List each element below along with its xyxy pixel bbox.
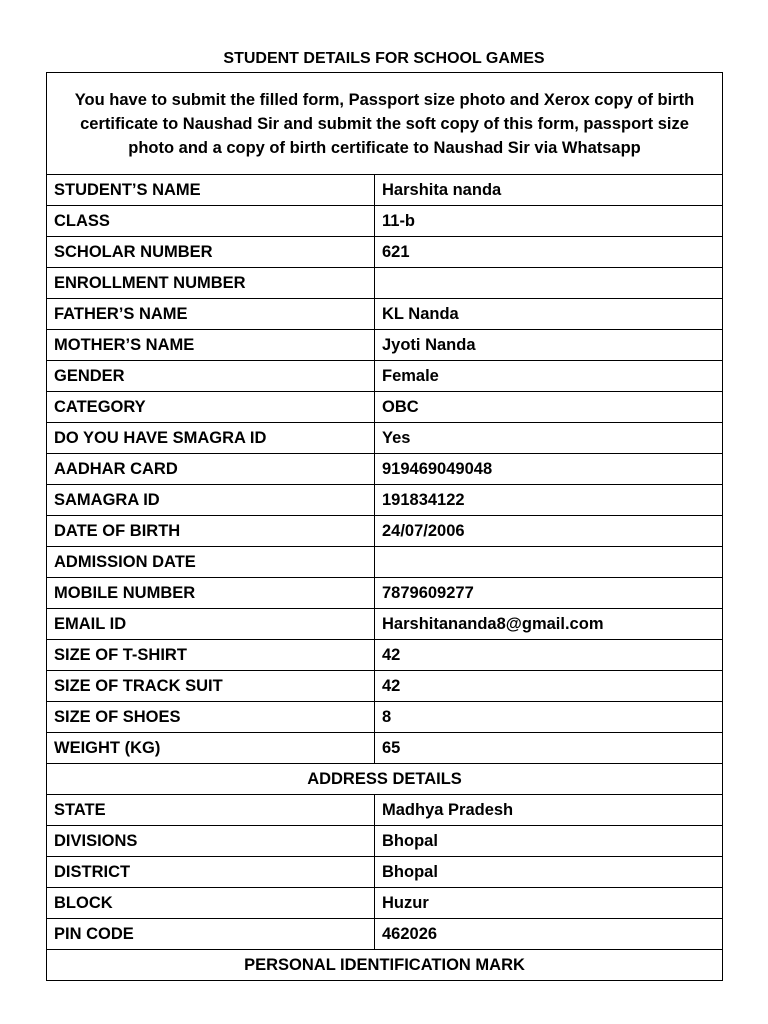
field-label: SIZE OF TRACK SUIT [47, 671, 375, 702]
field-label: DO YOU HAVE SMAGRA ID [47, 423, 375, 454]
field-row-shoe-size [47, 702, 723, 733]
field-label: DATE OF BIRTH [47, 516, 375, 547]
field-label: SIZE OF T-SHIRT [47, 640, 375, 671]
field-row-has-samagra-id [47, 423, 723, 454]
field-row-date-of-birth [47, 516, 723, 547]
field-label: MOBILE NUMBER [47, 578, 375, 609]
field-label: CLASS [47, 206, 375, 237]
field-row-block [47, 888, 723, 919]
field-value-samagra-id: 191834122 [375, 485, 723, 516]
field-row-mobile-number [47, 578, 723, 609]
field-row-aadhar-card [47, 454, 723, 485]
field-value-admission-date [375, 547, 723, 578]
field-value-block: Huzur [375, 888, 723, 919]
field-value-state: Madhya Pradesh [375, 795, 723, 826]
field-row-pin-code [47, 919, 723, 950]
field-value-pin-code: 462026 [375, 919, 723, 950]
field-value-fathers-name: KL Nanda [375, 299, 723, 330]
field-row-track-suit-size [47, 671, 723, 702]
address-section-heading: ADDRESS DETAILS [47, 764, 723, 795]
instructions-row [47, 73, 723, 175]
identification-heading-row [47, 950, 723, 981]
field-label: ADMISSION DATE [47, 547, 375, 578]
field-row-weight [47, 733, 723, 764]
field-label: BLOCK [47, 888, 375, 919]
field-value-weight: 65 [375, 733, 723, 764]
field-label: SAMAGRA ID [47, 485, 375, 516]
field-row-state [47, 795, 723, 826]
field-value-student-name: Harshita nanda [375, 175, 723, 206]
field-value-mobile-number: 7879609277 [375, 578, 723, 609]
field-row-student-name [47, 175, 723, 206]
field-label: FATHER’S NAME [47, 299, 375, 330]
address-heading-row [47, 764, 723, 795]
field-row-gender [47, 361, 723, 392]
field-row-mothers-name [47, 330, 723, 361]
field-value-has-samagra-id: Yes [375, 423, 723, 454]
field-value-date-of-birth: 24/07/2006 [375, 516, 723, 547]
field-label: EMAIL ID [47, 609, 375, 640]
field-value-district: Bhopal [375, 857, 723, 888]
instructions-text: You have to submit the filled form, Passport size photo and Xerox copy of birth certificate to Naushad Sir and submit the soft copy of this form, passport size photo and a copy of birth certificate to Naushad Sir via Whatsapp [47, 73, 723, 175]
field-row-email-id [47, 609, 723, 640]
field-label: STATE [47, 795, 375, 826]
field-value-aadhar-card: 919469049048 [375, 454, 723, 485]
field-label: WEIGHT (KG) [47, 733, 375, 764]
field-value-scholar-number: 621 [375, 237, 723, 268]
field-value-enrollment-number [375, 268, 723, 299]
field-label: DIVISIONS [47, 826, 375, 857]
field-row-admission-date [47, 547, 723, 578]
field-row-tshirt-size [47, 640, 723, 671]
field-label: SCHOLAR NUMBER [47, 237, 375, 268]
field-value-mothers-name: Jyoti Nanda [375, 330, 723, 361]
field-value-gender: Female [375, 361, 723, 392]
field-value-email-id: Harshitananda8@gmail.com [375, 609, 723, 640]
form-title: STUDENT DETAILS FOR SCHOOL GAMES [223, 50, 545, 67]
field-label: SIZE OF SHOES [47, 702, 375, 733]
field-value-shoe-size: 8 [375, 702, 723, 733]
field-label: PIN CODE [47, 919, 375, 950]
student-details-table [46, 72, 723, 981]
field-row-scholar-number [47, 237, 723, 268]
field-value-divisions: Bhopal [375, 826, 723, 857]
field-row-class [47, 206, 723, 237]
field-label: DISTRICT [47, 857, 375, 888]
field-label: MOTHER’S NAME [47, 330, 375, 361]
field-row-divisions [47, 826, 723, 857]
field-row-category [47, 392, 723, 423]
field-label: STUDENT’S NAME [47, 175, 375, 206]
identification-section-heading: PERSONAL IDENTIFICATION MARK [47, 950, 723, 981]
field-row-samagra-id [47, 485, 723, 516]
field-value-tshirt-size: 42 [375, 640, 723, 671]
field-value-track-suit-size: 42 [375, 671, 723, 702]
field-label: GENDER [47, 361, 375, 392]
field-row-fathers-name [47, 299, 723, 330]
field-value-category: OBC [375, 392, 723, 423]
field-row-enrollment-number [47, 268, 723, 299]
field-label: ENROLLMENT NUMBER [47, 268, 375, 299]
field-label: AADHAR CARD [47, 454, 375, 485]
field-label: CATEGORY [47, 392, 375, 423]
field-row-district [47, 857, 723, 888]
field-value-class: 11-b [375, 206, 723, 237]
